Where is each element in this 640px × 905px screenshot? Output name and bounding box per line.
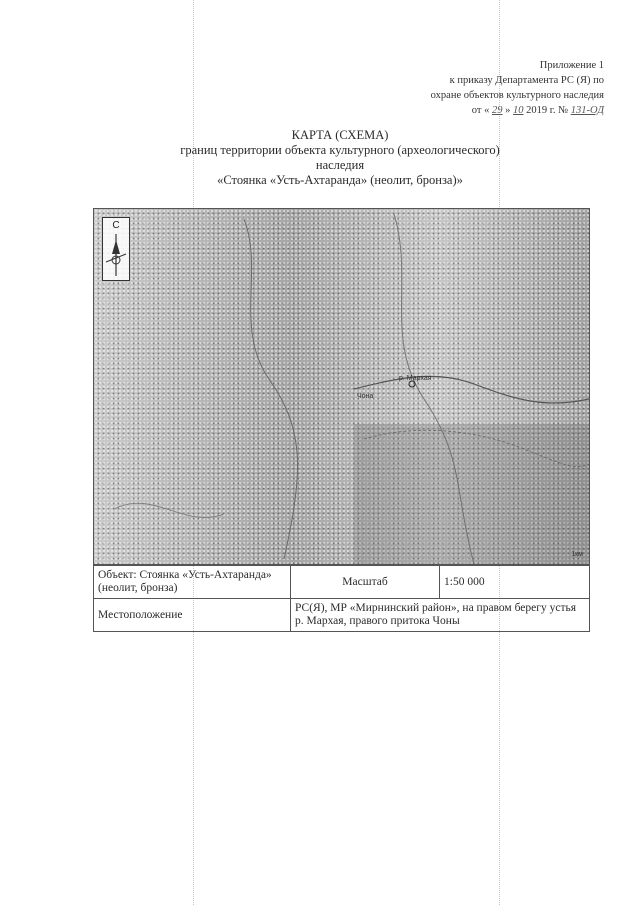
date-month: 10 <box>512 105 524 116</box>
info-table <box>93 565 590 632</box>
title-line-2: границ территории объекта культурного (археологического) <box>180 143 500 157</box>
appendix-line-2: к приказу Департамента РС (Я) по <box>449 75 604 86</box>
location-label-cell: Местоположение <box>94 599 291 632</box>
title-line-4: «Стоянка «Усть-Ахтаранда» (неолит, бронза)» <box>217 173 463 187</box>
location-value-cell: РС(Я), МР «Мирнинский район», на правом берегу устья р. Мархая, правого притока Чоны <box>291 599 590 632</box>
compass-letter: С <box>112 220 120 231</box>
appendix-line-1: Приложение 1 <box>539 60 604 71</box>
appendix-date-line <box>431 103 604 118</box>
map-scale-mark: 1км <box>571 551 583 558</box>
date-mid: » <box>505 105 511 116</box>
document-title <box>90 128 590 188</box>
table-row <box>94 566 590 599</box>
date-prefix: от « <box>471 105 490 116</box>
date-day: 29 <box>491 105 503 116</box>
title-line-1: КАРТА (СХЕМА) <box>291 128 389 142</box>
appendix-line-3: охране объектов культурного наследия <box>430 90 604 101</box>
object-cell: Объект: Стоянка «Усть-Ахтаранда» (неолит, бронза) <box>94 566 291 599</box>
appendix-block <box>431 58 604 118</box>
north-arrow-icon <box>102 217 130 281</box>
order-number: 131-ОД <box>570 105 604 116</box>
table-row <box>94 599 590 632</box>
map-scheme-image <box>93 208 590 565</box>
map-label-river-2: Чона <box>357 393 374 400</box>
scale-value-cell: 1:50 000 <box>440 566 590 599</box>
map-features <box>94 209 590 565</box>
scale-label-cell: Масштаб <box>291 566 440 599</box>
date-year: 2019 г. № <box>526 105 569 116</box>
map-label-river: р. Мархая <box>399 375 432 382</box>
title-line-3: наследия <box>315 158 365 172</box>
